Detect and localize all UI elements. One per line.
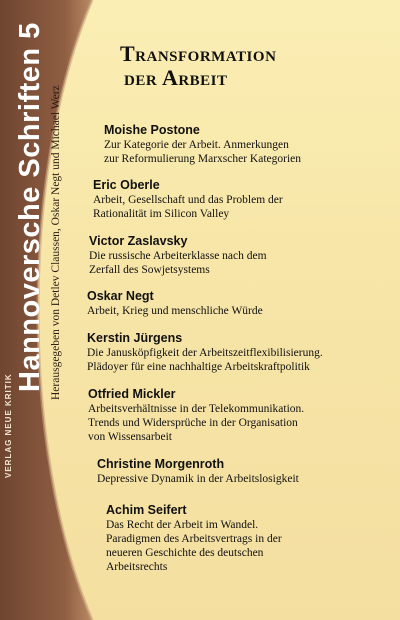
- series-title: Hannoversche Schriften 5: [14, 22, 46, 392]
- contribution-title-line: Arbeitsrechts: [106, 561, 168, 573]
- contribution-title-line: Zerfall des Sowjetsystems: [89, 264, 210, 276]
- contribution-title-line: zur Reformulierung Marxscher Kategorien: [104, 153, 302, 165]
- contribution-title-line: Arbeit, Gesellschaft und das Problem der: [93, 194, 283, 206]
- contribution-title-line: Arbeit, Krieg und menschliche Würde: [87, 305, 263, 317]
- toc-entry-postone: [104, 123, 301, 166]
- author-name: Christine Morgenroth: [97, 457, 225, 471]
- contribution-title-line: Plädoyer für eine nachhaltige Arbeitskraftpolitik: [87, 361, 310, 373]
- book-title-line-1: Transformation: [120, 41, 277, 66]
- toc-entry-seifert: [106, 503, 282, 574]
- contribution-title-line: von Wissensarbeit: [88, 431, 172, 443]
- editors-line: Herausgegeben von Detlev Claussen, Oskar Negt und Michael Werz: [50, 85, 62, 400]
- contribution-title-line: Arbeitsverhältnisse in der Telekommunikation.: [88, 403, 305, 415]
- author-name: Oskar Negt: [87, 289, 154, 303]
- author-name: Victor Zaslavsky: [89, 234, 188, 248]
- contribution-title-line: Zur Kategorie der Arbeit. Anmerkungen: [104, 139, 289, 151]
- toc-entry-negt: [87, 289, 263, 318]
- contribution-title-line: neueren Geschichte des deutschen: [106, 547, 264, 559]
- author-name: Moishe Postone: [104, 123, 200, 137]
- author-name: Otfried Mickler: [88, 387, 176, 401]
- toc-entry-zaslavsky: [89, 234, 267, 277]
- publisher-name: VERLAG NEUE KRITIK: [4, 373, 13, 478]
- toc-entry-mickler: [88, 387, 304, 444]
- toc-entry-juergens: [87, 331, 323, 374]
- contribution-title-line: Paradigmen des Arbeitsvertrags in der: [106, 533, 282, 545]
- contribution-title-line: Die Janusköpfigkeit der Arbeitszeitflexibilisierung.: [87, 347, 323, 359]
- toc-entry-oberle: [93, 178, 283, 221]
- author-name: Kerstin Jürgens: [87, 331, 183, 345]
- contribution-title-line: Depressive Dynamik in der Arbeitslosigkeit: [97, 473, 299, 485]
- author-name: Eric Oberle: [93, 178, 160, 192]
- toc-entry-morgenroth: [97, 457, 299, 486]
- contribution-title-line: Die russische Arbeiterklasse nach dem: [89, 250, 267, 262]
- book-title-line-2: der Arbeit: [124, 65, 228, 90]
- contribution-title-line: Das Recht der Arbeit im Wandel.: [106, 519, 259, 531]
- author-name: Achim Seifert: [106, 503, 187, 517]
- contribution-title-line: Trends und Widersprüche in der Organisation: [88, 417, 298, 429]
- contribution-title-line: Rationalität im Silicon Valley: [93, 208, 230, 220]
